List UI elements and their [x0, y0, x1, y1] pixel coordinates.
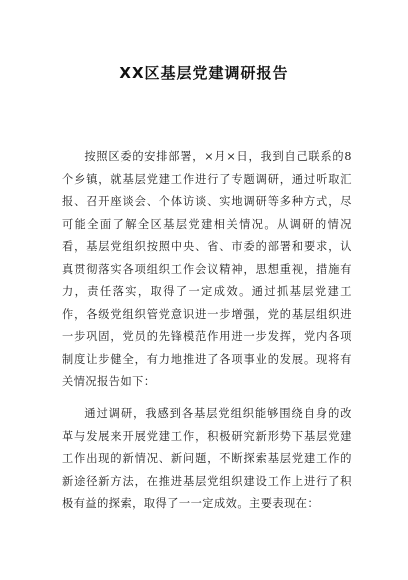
- paragraph-intro: 按照区委的安排部署，×月×日，我到自己联系的8个乡镇，就基层党建工作进行了专题调研，通过听取汇报、召开座谈会、个体访谈、实地调研等多种方式，尽可能全面了解全区基层党建相关情况。从调研的情况看，基层党组织按照中央、省、市委的部署和要求，认真贯彻落实各项组织工作会议精神，思想重视，措施有力，责任落实，取得了一定成效。通过抓基层党建工作，各级党组织管党意识进一步增强，党的基层组织进一步巩固，党员的先锋模范作用进一步发挥，党内各项制度让步健全，有力地推进了各项事业的发展。现将有关情况报告如下：: [62, 150, 352, 388]
- paragraph-findings: 通过调研，我感到各基层党组织能够围绕自身的改革与发展来开展党建工作，积极研究新形势下基层党建工作出现的新情况、新问题，不断探索基层党建工作的新途径新方法，在推进基层党组织建设工作上进行了积极有益的探索，取得了一一定成效。主要表现在：: [62, 407, 352, 510]
- document-title: XX区基层党建调研报告: [119, 64, 289, 82]
